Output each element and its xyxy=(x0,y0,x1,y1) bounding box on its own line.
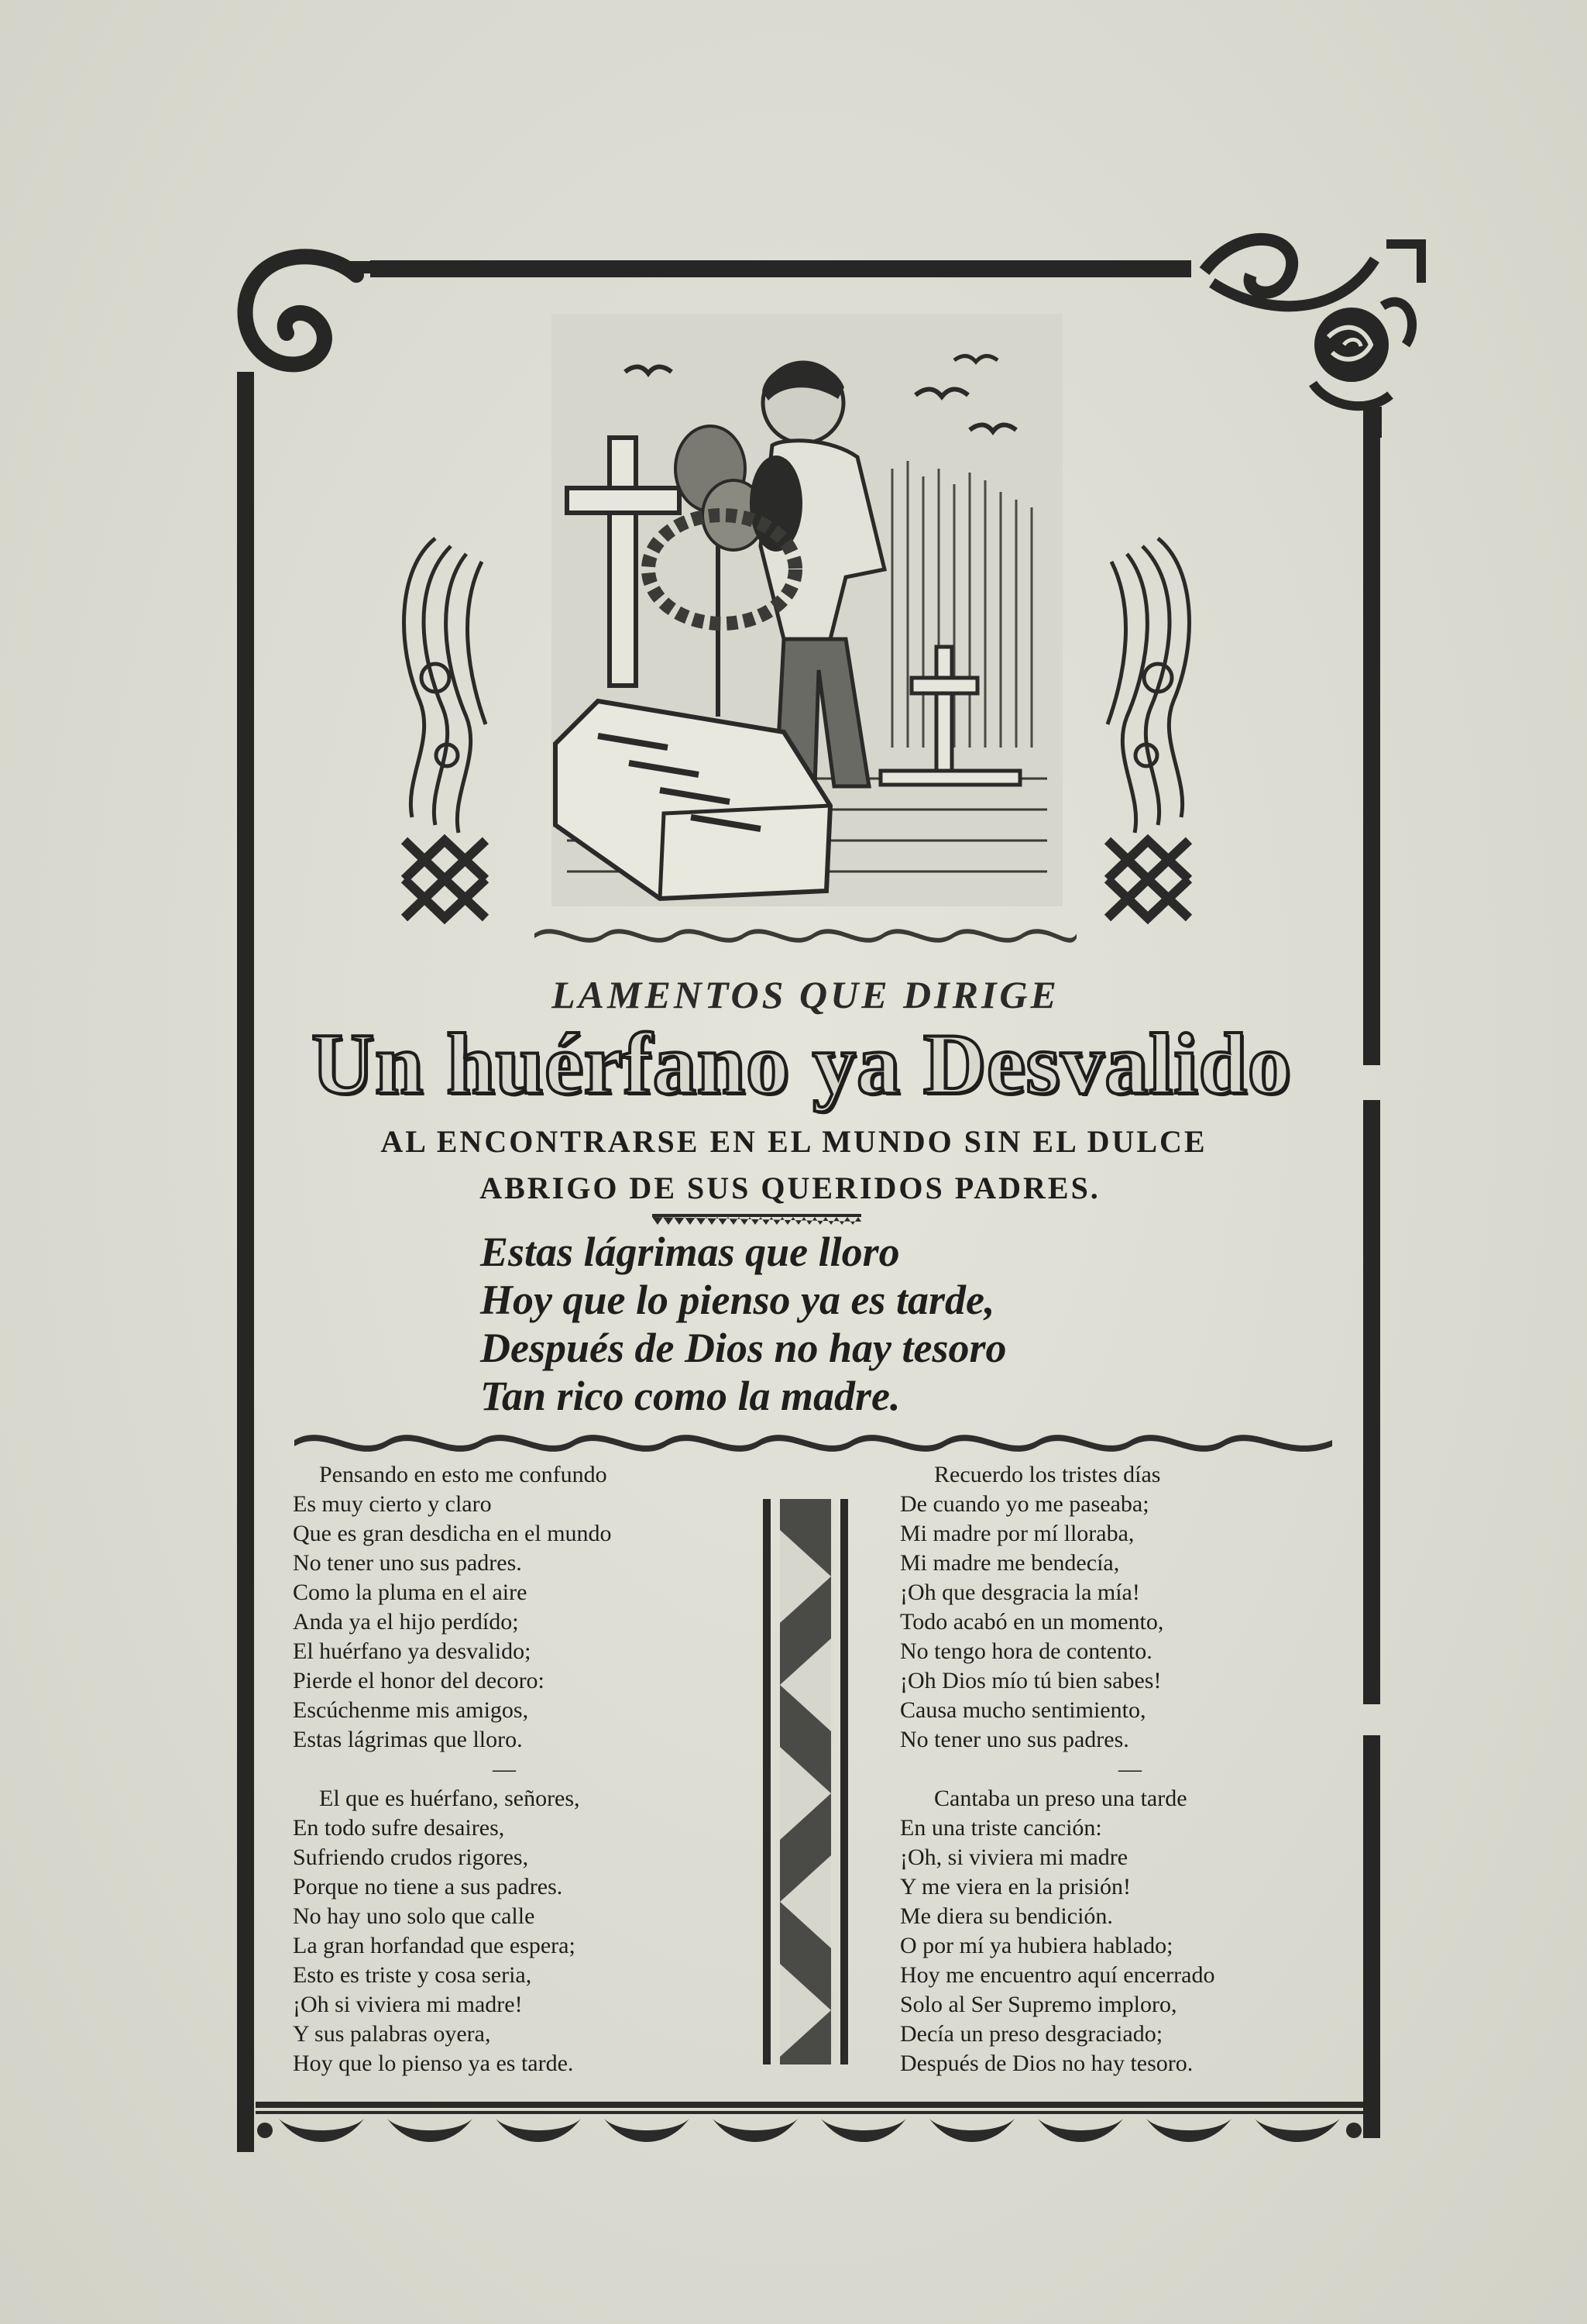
stanza-separator: — xyxy=(1118,1756,1142,1782)
verse-line: Esto es triste y cosa seria, xyxy=(293,1962,532,1988)
verse-column-right xyxy=(900,1460,1334,2078)
verse-line: ¡Oh que desgracia la mía! xyxy=(900,1580,1140,1605)
verse-line: El que es huérfano, señores, xyxy=(319,1786,580,1811)
flourish-ornament-right xyxy=(1092,523,1204,941)
epigraph-verse xyxy=(480,1228,1177,1420)
verse-line: Decía un preso desgraciado; xyxy=(900,2021,1163,2047)
subtitle-line-2: ABRIGO DE SUS QUERIDOS PADRES. xyxy=(479,1171,1101,1205)
scroll-corner-ornament-top-left xyxy=(232,232,380,387)
verse-line: Anda ya el hijo perdído; xyxy=(293,1609,519,1635)
verse-line: No tengo hora de contento. xyxy=(900,1638,1152,1664)
subtitle-line-1: AL ENCONTRARSE EN EL MUNDO SIN EL DULCE xyxy=(380,1124,1207,1159)
verse-line: Recuerdo los tristes días xyxy=(934,1462,1161,1487)
frame-right-rule-upper xyxy=(1363,430,1380,1065)
verse-line: Cantaba un preso una tarde xyxy=(934,1786,1187,1811)
verse-line: Porque no tiene a sus padres. xyxy=(293,1874,563,1899)
verse-line: Mi madre por mí lloraba, xyxy=(900,1521,1135,1546)
verse-line: Solo al Ser Supremo imploro, xyxy=(900,1992,1177,2017)
verse-line: No hay uno solo que calle xyxy=(293,1903,535,1929)
verse-line: El huérfano ya desvalido; xyxy=(293,1638,531,1664)
orphan-grave-woodcut-illustration xyxy=(551,314,1063,906)
frame-top-rule xyxy=(370,260,1191,277)
stanza-separator: — xyxy=(493,1756,516,1782)
main-title: Un huérfano ya Desvalido xyxy=(311,1016,1292,1112)
verse-column-left xyxy=(293,1460,727,2078)
epigraph-line: Después de Dios no hay tesoro xyxy=(480,1325,1007,1371)
verse-line: Mi madre me bendecía, xyxy=(900,1550,1120,1576)
heading-lamentos: LAMENTOS QUE DIRIGE xyxy=(551,973,1060,1016)
flourish-ornament-left xyxy=(389,523,501,941)
frame-left-rule xyxy=(237,378,254,2152)
verse-line: Después de Dios no hay tesoro. xyxy=(900,2051,1194,2076)
verse-line: Pensando en esto me confundo xyxy=(319,1462,607,1487)
verse-line: La gran horfandad que espera; xyxy=(293,1933,575,1958)
leaf-border-band-small xyxy=(534,918,1077,949)
center-column-ornament xyxy=(747,1499,864,2064)
epigraph-line: Hoy que lo pienso ya es tarde, xyxy=(480,1277,995,1323)
verse-line: Como la pluma en el aire xyxy=(293,1580,527,1605)
bottom-ornamental-border xyxy=(256,2095,1363,2150)
verse-line: Todo acabó en un momento, xyxy=(900,1609,1164,1635)
verse-line: Hoy que lo pienso ya es tarde. xyxy=(293,2051,574,2076)
verse-line: Es muy cierto y claro xyxy=(293,1491,492,1517)
frame-right-rule-middle xyxy=(1363,1100,1380,1704)
frame-right-rule-lower xyxy=(1363,1735,1380,2138)
zigzag-divider xyxy=(652,1212,861,1228)
verse-line: ¡Oh Dios mío tú bien sabes! xyxy=(900,1668,1162,1693)
verse-line: Y sus palabras oyera, xyxy=(293,2021,491,2047)
verse-line: Me diera su bendición. xyxy=(900,1903,1113,1929)
rose-corner-ornament-top-right xyxy=(1197,229,1429,438)
verse-line: No tener uno sus padres. xyxy=(293,1550,522,1576)
verse-line: Escúchenme mis amigos, xyxy=(293,1697,529,1723)
verse-line: ¡Oh si viviera mi madre! xyxy=(293,1992,523,2017)
verse-line: No tener uno sus padres. xyxy=(900,1727,1129,1752)
verse-line: Hoy me encuentro aquí encerrado xyxy=(900,1962,1215,1988)
verse-line: Causa mucho sentimiento, xyxy=(900,1697,1146,1723)
verse-line: En una triste canción: xyxy=(900,1815,1102,1841)
verse-line: Pierde el honor del decoro: xyxy=(293,1668,544,1693)
verse-line: Estas lágrimas que lloro. xyxy=(293,1727,523,1752)
verse-line: Que es gran desdicha en el mundo xyxy=(293,1521,612,1546)
verse-line: Sufriendo crudos rigores, xyxy=(293,1844,529,1870)
verse-line: De cuando yo me paseaba; xyxy=(900,1491,1149,1517)
epigraph-line: Estas lágrimas que lloro xyxy=(480,1229,900,1275)
verse-line: ¡Oh, si viviera mi madre xyxy=(900,1844,1128,1870)
verse-line: O por mí ya hubiera hablado; xyxy=(900,1933,1173,1958)
leaf-border-band-wide xyxy=(294,1422,1332,1459)
epigraph-line: Tan rico como la madre. xyxy=(480,1373,901,1419)
verse-line: En todo sufre desaires, xyxy=(293,1815,505,1841)
verse-line: Y me viera en la prisión! xyxy=(900,1874,1131,1899)
